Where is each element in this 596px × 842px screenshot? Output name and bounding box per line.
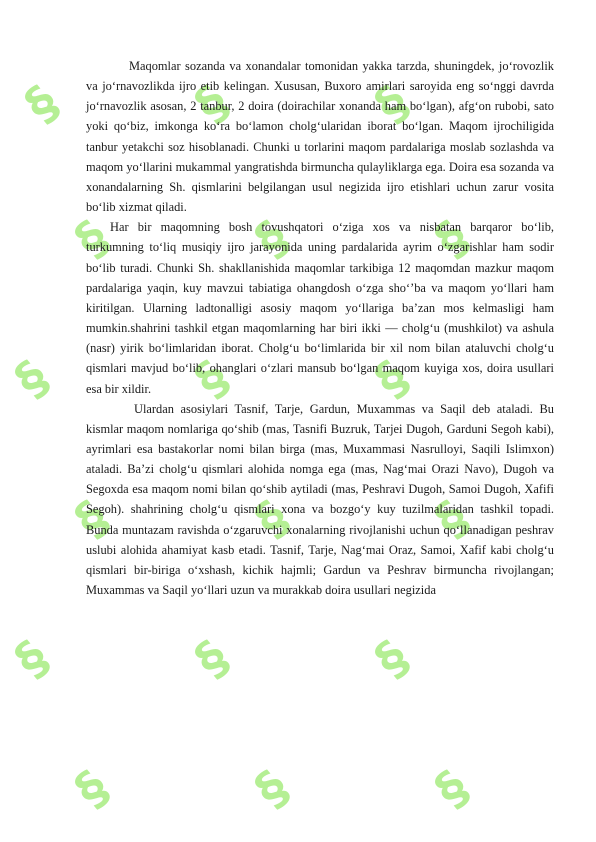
watermark-mark: §: [364, 349, 420, 409]
watermark-mark: §: [184, 349, 240, 409]
watermark-mark: §: [424, 759, 480, 819]
paragraph-2: Har bir maqomning bosh tovushqatori o‘ziga xos va nisbatan barqaror bo‘lib, turkumning to‘liq musiqiy ijro jarayonida uning pardalarida ayrim o‘zgarishlar ham sodir bo‘lib turadi. Chunki Sh. shakllanishida maqomlar tarkibiga 12 maqomdan mazkur maqom pardalariga yaqin, kuy mavzui tabiatiga ohangdosh o‘zga sho‘’ba va maqom yo‘llari ham kiritilgan. Ularning ladtonalligi asosiy maqom yo‘llariga ba’zan mos kelmasligi ham mumkin.shahrini tashkil etgan maqomlarning har biri ikki — cholg‘u (mushkilot) va ashula (nasr) yirik bo‘limlaridan iborat. Cholg‘u bo‘limlarida bir xil nom bilan ataluvchi cholg‘u qismlari mavjud bo‘lib, ohanglari o‘zlari mansub bo‘lgan maqom kuyiga xos, doira usullari esa bir xildir.: [86, 220, 554, 396]
watermark-mark: §: [424, 209, 480, 269]
watermark-mark: §: [4, 629, 60, 689]
watermark-mark: §: [64, 759, 120, 819]
paragraph-3: Ulardan asosiylari Tasnif, Tarje, Gardun, Muxammas va Saqil deb ataladi. Bu kismlar maqom nomlariga qo‘shib (mas, Tasnifi Buzruk, Tarjei Dugoh, Garduni Segoh kabi), ayrimlari esa bastakorlar nomi bilan birga (mas, Muxammasi Nasrulloyi, Saqili Islimxon) ataladi. Ba’zi cholg‘u qismlari alohida nomga ega (mas, Nag‘mai Orazi Navo), Dugoh va Segoxda esa maqom nomi bilan qo‘shib aytiladi (mas, Peshravi Dugoh, Samoi Dugoh, Xafifi Segoh). shahrining cholg‘u qismlari xona va bozgo‘y kuy tuzilmalaridan tashkil topadi. Bunda muntazam ravishda o‘zgaruvchi xonalarning rivojlanishi uchun qo‘llanadigan peshrav uslubi alohida ahamiyat kasb etadi. Tasnif, Tarje, Nag‘mai Oraz, Samoi, Xafif kabi cholg‘u qismlari bir-biriga o‘xshash, kichik hajmli; Gardun va Peshrav birmuncha rivojlangan; Muxammas va Saqil yo‘llari uzun va murakkab doira usullari negizida: [86, 401, 554, 598]
watermark-mark: §: [64, 209, 120, 269]
watermark-mark: §: [424, 489, 480, 549]
paragraph-1: Maqomlar sozanda va xonandalar tomonidan yakka tarzda, shuningdek, jo‘rovozlik va jo‘rnavozlikda ijro etib kelingan. Xususan, Buxoro amirlari saroyida eng so‘nggi davrda jo‘rnavozlik asosan, 2 tanbur, 2 doira (doirachilar xonanda ham bo‘lgan), afg‘on rubobi, sato yoki qo‘biz, imkonga ko‘ra bo‘lamon cholg‘ularidan iborat bo‘lgan. Maqom ijrochiligida tanbur yetakchi soz hisoblanadi. Chunki u torlarini maqom pardalariga moslab sozlashda va maqom yo‘llarini mukammal yangratishda birmuncha qulayliklarga ega. Doira esa sozanda va xonandalarning Sh. qismlarini belgilangan usul negizida ijro etishlari uchun zarur vosita bo‘lib xizmat qiladi.: [86, 59, 554, 215]
watermark-mark: §: [244, 209, 300, 269]
watermark-mark: §: [4, 349, 60, 409]
document-page: [86, 56, 554, 600]
watermark-mark: §: [14, 74, 70, 134]
watermark-mark: §: [64, 489, 120, 549]
watermark-mark: §: [244, 759, 300, 819]
watermark-mark: §: [364, 74, 420, 134]
watermark-mark: §: [244, 489, 300, 549]
watermark-mark: §: [364, 629, 420, 689]
watermark-mark: §: [184, 74, 240, 134]
watermark-mark: §: [184, 629, 240, 689]
